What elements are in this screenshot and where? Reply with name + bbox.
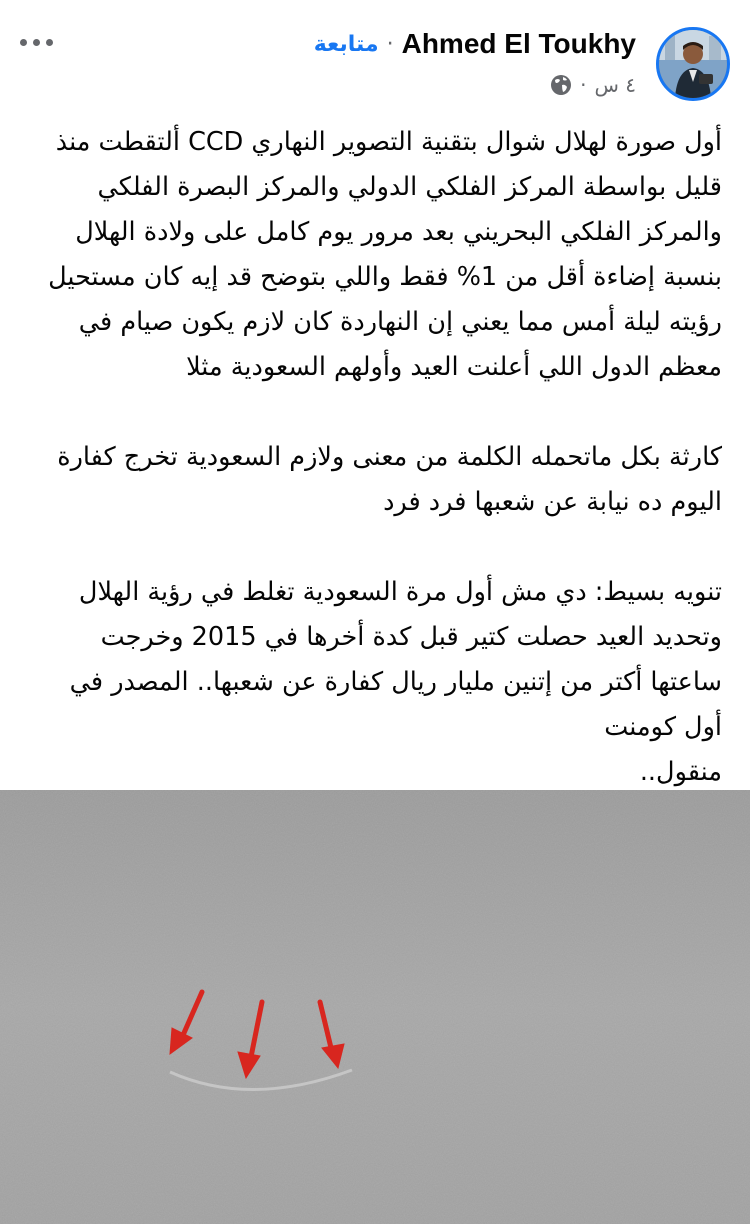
more-options-button[interactable]: [14, 28, 58, 56]
post-paragraph-1: أول صورة لهلال شوال بتقنية التصوير النهاري CCD ألتقطت منذ قليل بواسطة المركز الفلكي الدولي والمركز البصرة الفلكي والمركز الفلكي البحريني بعد مرور يوم كامل على ولادة الهلال بنسبة إضاءة أقل من 1% فقط واللي بتوضح قد إيه كان مستحيل رؤيته ليلة أمس مما يعني إن النهاردة كان لازم يكون صيام في معظم الدول اللي أعلنت العيد وأولهم السعودية مثلا: [48, 127, 722, 382]
more-options-icon-dot: [46, 39, 53, 46]
post-meta: [550, 70, 636, 100]
separator-dot: ·: [386, 31, 394, 57]
more-options-icon: [20, 39, 27, 46]
follow-button[interactable]: متابعة: [313, 31, 379, 57]
post-photo[interactable]: [0, 790, 750, 1224]
author-row: [314, 26, 636, 62]
avatar[interactable]: [656, 27, 730, 101]
time-separator: ·: [580, 73, 587, 97]
post-paragraph-3: تنويه بسيط: دي مش أول مرة السعودية تغلط في رؤية الهلال وتحديد العيد حصلت كتير قبل كدة أخرها في 2015 وخرجت ساعتها أكتر من إتنين مليار ريال كفارة عن شعبها.. المصدر في أول كومنت: [69, 577, 722, 742]
post-paragraph-2: كارثة بكل ماتحمله الكلمة من معنى ولازم السعودية تخرج كفارة اليوم ده نيابة عن شعبها فرد فرد: [57, 442, 722, 517]
post-time[interactable]: ٤ س: [594, 73, 636, 97]
globe-icon: [550, 74, 572, 96]
post-paragraph-4: منقول..: [639, 757, 722, 787]
post-header: [0, 0, 750, 110]
post-text: [32, 120, 722, 795]
author-name[interactable]: Ahmed El Toukhy: [401, 28, 636, 59]
more-options-icon-dot: [33, 39, 40, 46]
